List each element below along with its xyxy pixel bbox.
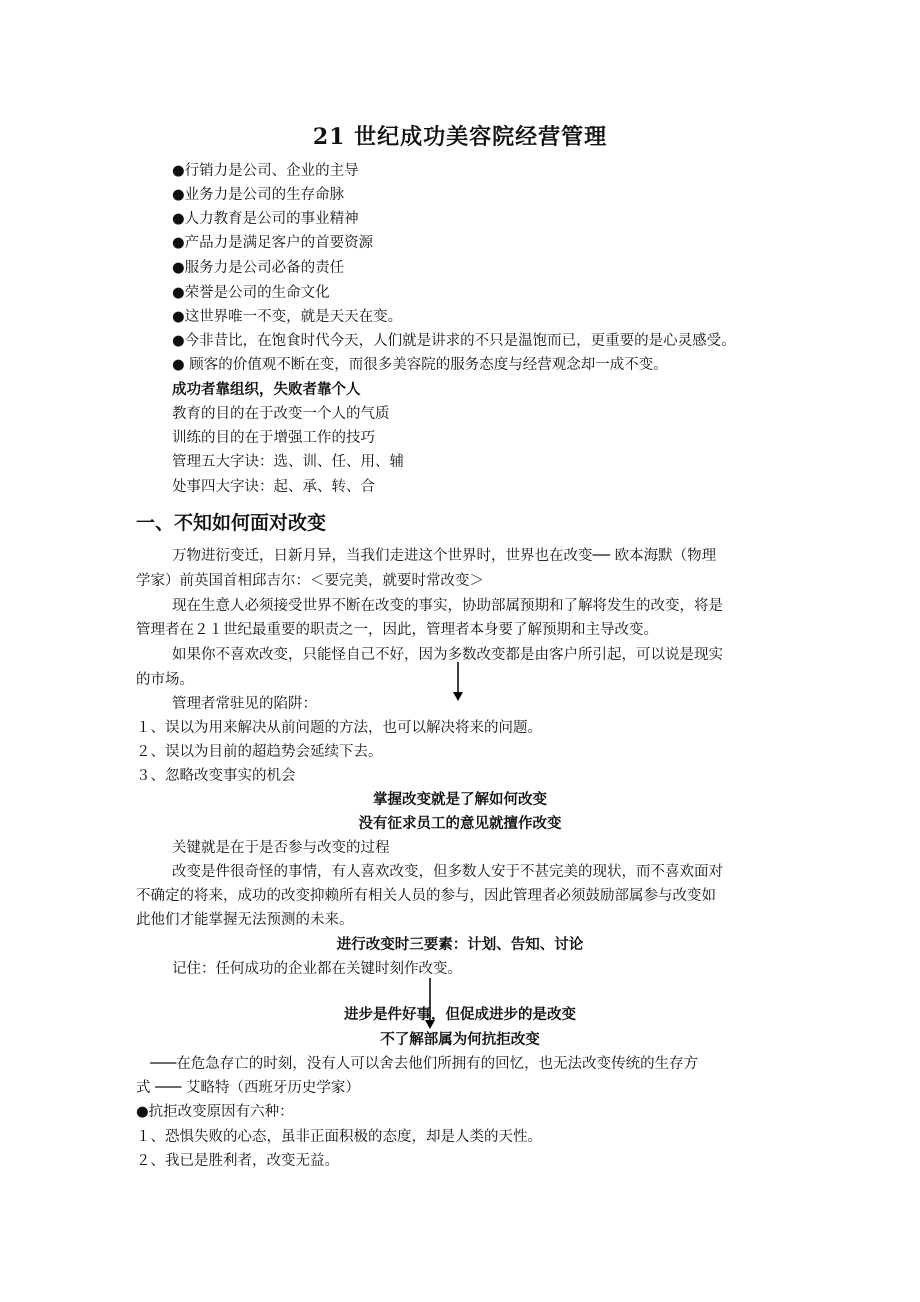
bold-line: 成功者靠组织，失败者靠个人 [172,381,361,398]
bullet-item: ●业务力是公司的生存命脉 [172,187,345,203]
centered-emphasis: 没有征求员工的意见就擅作改变 [358,815,562,832]
down-arrow-icon [450,662,466,702]
reason-item: １、恐惧失败的心态，虽非正面积极的态度，却是人类的天性。 [136,1129,542,1145]
resist-heading: ●抗拒改变原因有六种： [136,1104,294,1120]
paragraph-line: 管理者在２１世纪最重要的职责之一，因此，管理者本身要了解预期和主导改变。 [136,622,658,638]
bullet-item: ●今非昔比，在饱食时代今天，人们就是讲求的不只是温饱而已，更重要的是心灵感受。 [172,333,736,349]
saying-line: 训练的目的在于增强工作的技巧 [172,430,375,446]
key-line: 关键就是在于是否参与改变的过程 [172,840,390,856]
bullet-item: ●荣誉是公司的生命文化 [172,285,330,301]
trap-item: ３、忽略改变事实的机会 [136,768,296,784]
bullet-item: ●服务力是公司必备的责任 [172,260,345,276]
page-title: 21 世纪成功美容院经营管理 [312,124,608,150]
quote-line: ───在危急存亡的时刻，没有人可以舍去他们所拥有的回忆，也无法改变传统的生存方 [150,1056,699,1072]
remember-line: 记住：任何成功的企业都在关键时刻作改变。 [172,961,462,977]
paragraph-line: 万物进衍变迁，日新月异，当我们走进这个世界时，世界也在改变── 欧本海默（物理 [172,548,717,564]
saying-line: 管理五大字诀：选、训、任、用、辅 [172,454,404,470]
paragraph-line: 学家）前英国首相邱吉尔：＜要完美，就要时常改变＞ [136,573,484,589]
paragraph-line: 现在生意人必须接受世界不断在改变的事实，协助部属预期和了解将发生的改变，将是 [172,598,723,614]
bullet-item: ●这世界唯一不变，就是天天在变。 [172,309,403,325]
reason-item: ２、我已是胜利者，改变无益。 [136,1153,339,1169]
trap-item: １、误以为用来解决从前问题的方法，也可以解决将来的问题。 [136,720,542,736]
bullet-item: ●人力教育是公司的事业精神 [172,211,359,227]
centered-emphasis: 进步是件好事，但促成进步的是改变 [344,1006,576,1023]
paragraph-line: 不确定的将来，成功的改变抑赖所有相关人员的参与，因此管理者必须鼓励部属参与改变如 [136,888,716,904]
bullet-item: ● 顾客的价值观不断在变，而很多美容院的服务态度与经营观念却一成不变。 [172,357,668,373]
paragraph-line: 的市场。 [136,672,194,688]
section-heading: 一、不知如何面对改变 [136,512,327,534]
centered-emphasis: 掌握改变就是了解如何改变 [373,791,547,808]
paragraph-line: 此他们才能掌握无法预测的未来。 [136,912,354,928]
paragraph-line: 改变是件很奇怪的事情，有人喜欢改变，但多数人安于不甚完美的现状，而不喜欢面对 [172,864,723,880]
bullet-item: ●产品力是满足客户的首要资源 [172,235,374,251]
paragraph-line: 如果你不喜欢改变，只能怪自己不好，因为多数改变都是由客户所引起，可以说是现实 [172,647,723,663]
quote-line: 式 ─── 艾略特（西班牙历史学家） [136,1080,360,1096]
saying-line: 处事四大字诀：起、承、转、合 [172,479,375,495]
centered-emphasis: 进行改变时三要素：计划、告知、讨论 [336,936,584,953]
centered-emphasis: 不了解部属为何抗拒改变 [380,1031,540,1048]
traps-intro: 管理者常驻见的陷阱： [172,696,317,712]
trap-item: ２、误以为目前的超趋势会延续下去。 [136,744,383,760]
bullet-item: ●行销力是公司、企业的主导 [172,163,359,179]
saying-line: 教育的目的在于改变一个人的气质 [172,406,390,422]
